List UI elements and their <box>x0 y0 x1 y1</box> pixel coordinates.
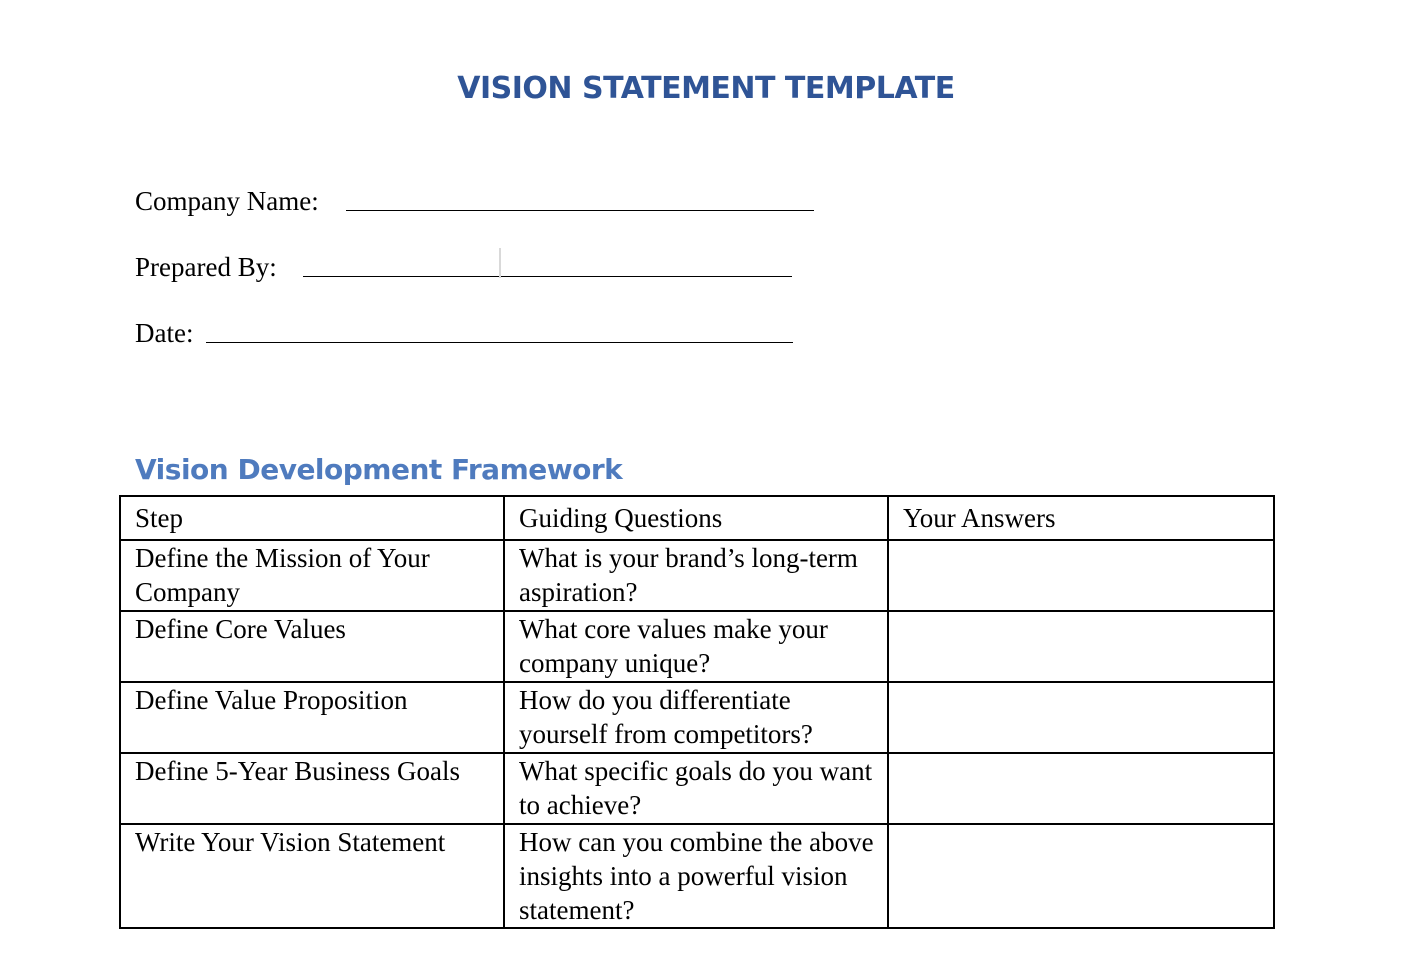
step-cell: Define the Mission of Your Company <box>120 540 504 611</box>
question-cell: How can you combine the above insights into a powerful vision statement? <box>504 824 888 928</box>
answer-cell[interactable] <box>888 753 1274 824</box>
date-field <box>135 316 193 350</box>
answer-cell[interactable] <box>888 682 1274 753</box>
question-cell: What core values make your company unique? <box>504 611 888 682</box>
step-cell: Define Core Values <box>120 611 504 682</box>
prepared-by-blank-line[interactable] <box>303 276 792 277</box>
answer-cell[interactable] <box>888 824 1274 928</box>
company-name-blank-line[interactable] <box>346 210 814 211</box>
table-header-row <box>120 496 1274 540</box>
column-header-guiding-questions: Guiding Questions <box>504 496 888 540</box>
prepared-by-field <box>135 250 277 284</box>
answer-cell[interactable] <box>888 611 1274 682</box>
company-name-label: Company Name: <box>135 186 319 216</box>
page-title: VISION STATEMENT TEMPLATE <box>457 71 955 106</box>
column-header-your-answers: Your Answers <box>888 496 1274 540</box>
question-cell: How do you differentiate yourself from competitors? <box>504 682 888 753</box>
table-row <box>120 753 1274 824</box>
step-cell: Define Value Proposition <box>120 682 504 753</box>
framework-heading: Vision Development Framework <box>135 453 623 486</box>
company-name-field <box>135 184 319 218</box>
table-row <box>120 682 1274 753</box>
table-row <box>120 540 1274 611</box>
framework-table <box>119 495 1275 929</box>
table-row <box>120 611 1274 682</box>
date-blank-line[interactable] <box>206 342 793 343</box>
table-row <box>120 824 1274 928</box>
date-label: Date: <box>135 318 194 348</box>
prepared-by-label: Prepared By: <box>135 252 277 282</box>
step-cell: Define 5-Year Business Goals <box>120 753 504 824</box>
column-header-step: Step <box>120 496 504 540</box>
question-cell: What is your brand’s long-term aspiration? <box>504 540 888 611</box>
step-cell: Write Your Vision Statement <box>120 824 504 928</box>
answer-cell[interactable] <box>888 540 1274 611</box>
text-cursor <box>499 248 501 278</box>
question-cell: What specific goals do you want to achieve? <box>504 753 888 824</box>
